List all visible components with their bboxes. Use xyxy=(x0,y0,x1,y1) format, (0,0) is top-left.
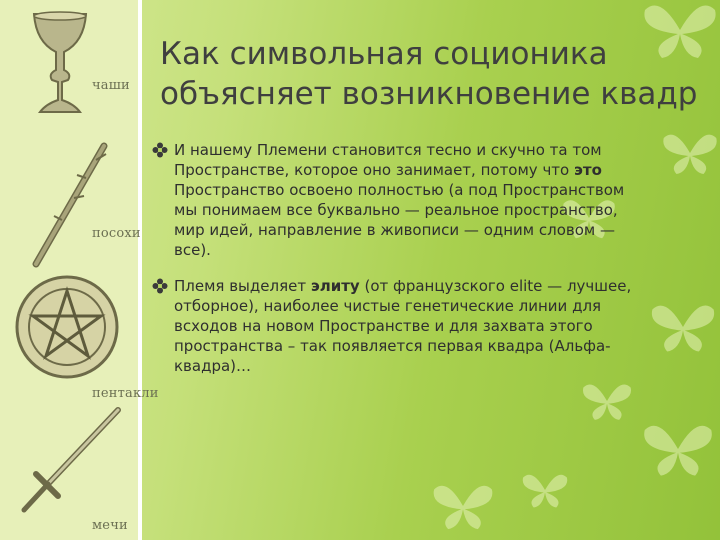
flower-bullet-icon xyxy=(152,278,168,294)
bullet-text-part: И нашему Племени становится тесно и скучно та том Пространстве, которое оно занимает, потому что xyxy=(174,141,602,179)
swords-label: мечи xyxy=(92,518,128,533)
bullet-item xyxy=(150,276,640,376)
bullet-text xyxy=(174,140,640,260)
bullet-text-part: Пространство освоено полностью (а под Пространством мы понимаем все буквально — реальное пространство, мир идей, направление в живописи — одним словом — все). xyxy=(174,181,625,259)
wand-icon xyxy=(26,140,116,270)
cup-icon xyxy=(28,8,92,120)
butterfly-icon xyxy=(640,420,716,478)
bullet-text-part: (от французского elite — лучшее, отборное), наиболее чистые генетические линии для всходов на новом Пространстве и для захвата этого пространства – так появляется первая квадра (Альфа-квадра)… xyxy=(174,277,632,375)
tarot-sidebar xyxy=(0,0,159,540)
wands-label: посохи xyxy=(92,226,141,241)
bullet-bold-word: элиту xyxy=(310,277,360,295)
title-line-1: Как символьная соционика xyxy=(160,36,608,72)
butterfly-icon xyxy=(430,480,496,532)
butterfly-icon xyxy=(648,300,718,354)
bullet-item xyxy=(150,140,640,260)
pentacles-label: пентакли xyxy=(92,386,159,401)
bullet-text xyxy=(174,276,640,376)
slide-title xyxy=(160,34,710,114)
pentacle-icon xyxy=(12,272,122,382)
cups-label: чаши xyxy=(92,78,130,93)
title-line-2: объясняет возникновение квадр xyxy=(160,76,698,112)
slide-content xyxy=(150,140,640,392)
butterfly-icon xyxy=(520,470,570,510)
flower-bullet-icon xyxy=(152,142,168,158)
bullet-text-part: Племя выделяет xyxy=(174,277,311,295)
bullet-bold-word: это xyxy=(574,161,602,179)
butterfly-icon xyxy=(660,130,720,176)
sword-icon xyxy=(14,404,124,520)
